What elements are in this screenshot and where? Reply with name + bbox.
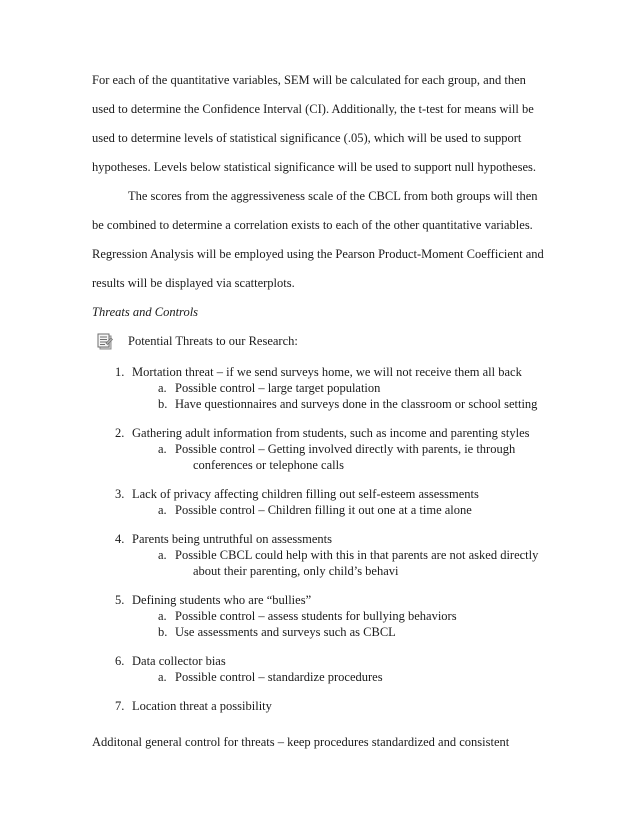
subitem-letter: a. [158, 442, 167, 456]
subitem-text: Possible control – large target population [175, 381, 381, 395]
subitem-letter: b. [158, 625, 168, 639]
list-subitem [92, 396, 546, 412]
list-item-main [92, 486, 546, 502]
list-item-main [92, 698, 546, 714]
subitem-text: Possible CBCL could help with this in that parents are not asked directly about their parenting, only child’s behavi [175, 548, 539, 578]
subitem-letter: a. [158, 609, 167, 623]
subitem-letter: a. [158, 381, 167, 395]
item-text: Lack of privacy affecting children filling out self-esteem assessments [132, 487, 479, 501]
subitem-letter: a. [158, 548, 167, 562]
list-item [92, 698, 546, 714]
subitem-text: Possible control – Getting involved directly with parents, ie through conferences or telephone calls [175, 442, 516, 472]
subheading-row [92, 332, 546, 351]
item-number: 6. [115, 654, 125, 668]
item-number: 3. [115, 487, 125, 501]
item-text: Parents being untruthful on assessments [132, 532, 332, 546]
list-subitem [92, 608, 546, 624]
item-text: Location threat a possibility [132, 699, 272, 713]
subitem-text: Possible control – standardize procedures [175, 670, 383, 684]
list-subitem [92, 380, 546, 396]
list-item [92, 592, 546, 640]
list-item [92, 425, 546, 473]
threat-list [92, 364, 546, 714]
item-number: 2. [115, 426, 125, 440]
list-item-main [92, 531, 546, 547]
list-item [92, 364, 546, 412]
list-subitem [92, 669, 546, 685]
list-item-main [92, 425, 546, 441]
list-item [92, 486, 546, 518]
list-subitem [92, 441, 546, 473]
list-item-main [92, 364, 546, 380]
list-item [92, 531, 546, 579]
section-heading: Threats and Controls [92, 305, 199, 319]
list-subitem [92, 624, 546, 640]
item-text: Defining students who are “bullies” [132, 593, 312, 607]
item-text: Data collector bias [132, 654, 226, 668]
subitem-text: Possible control – assess students for bullying behaviors [175, 609, 457, 623]
closing-paragraph: Additonal general control for threats – keep procedures standardized and consistent [92, 735, 510, 749]
list-subitem [92, 502, 546, 518]
item-text: Mortation threat – if we send surveys home, we will not receive them all back [132, 365, 522, 379]
list-subitem [92, 547, 546, 579]
subitem-letter: a. [158, 670, 167, 684]
paragraph-cbcl-correlation: The scores from the aggressiveness scale of the CBCL from both groups will then be combined to determine a correlation exists to each of the other quantitative variables. Regression Analysis will be employed using the Pearson Product-Moment Coefficient and results will be displayed via scatterplots. [92, 189, 544, 290]
subitem-text: Possible control – Children filling it out one at a time alone [175, 503, 472, 517]
embedded-document-icon [97, 333, 113, 351]
subitem-letter: a. [158, 503, 167, 517]
item-number: 7. [115, 699, 125, 713]
list-item-main [92, 653, 546, 669]
item-text: Gathering adult information from students, such as income and parenting styles [132, 426, 530, 440]
subheading: Potential Threats to our Research: [128, 334, 298, 348]
subitem-letter: b. [158, 397, 168, 411]
paragraph-sem-analysis: For each of the quantitative variables, SEM will be calculated for each group, and then used to determine the Confidence Interval (CI). Additionally, the t-test for means will be used to determine levels of statistical significance (.05), which will be used to support hypotheses. Levels below statistical significance will be used to support null hypotheses. [92, 73, 537, 174]
item-number: 1. [115, 365, 125, 379]
list-item-main [92, 592, 546, 608]
subitem-text: Have questionnaires and surveys done in the classroom or school setting [175, 397, 538, 411]
item-number: 5. [115, 593, 125, 607]
subitem-text: Use assessments and surveys such as CBCL [175, 625, 396, 639]
item-number: 4. [115, 532, 125, 546]
list-item [92, 653, 546, 685]
